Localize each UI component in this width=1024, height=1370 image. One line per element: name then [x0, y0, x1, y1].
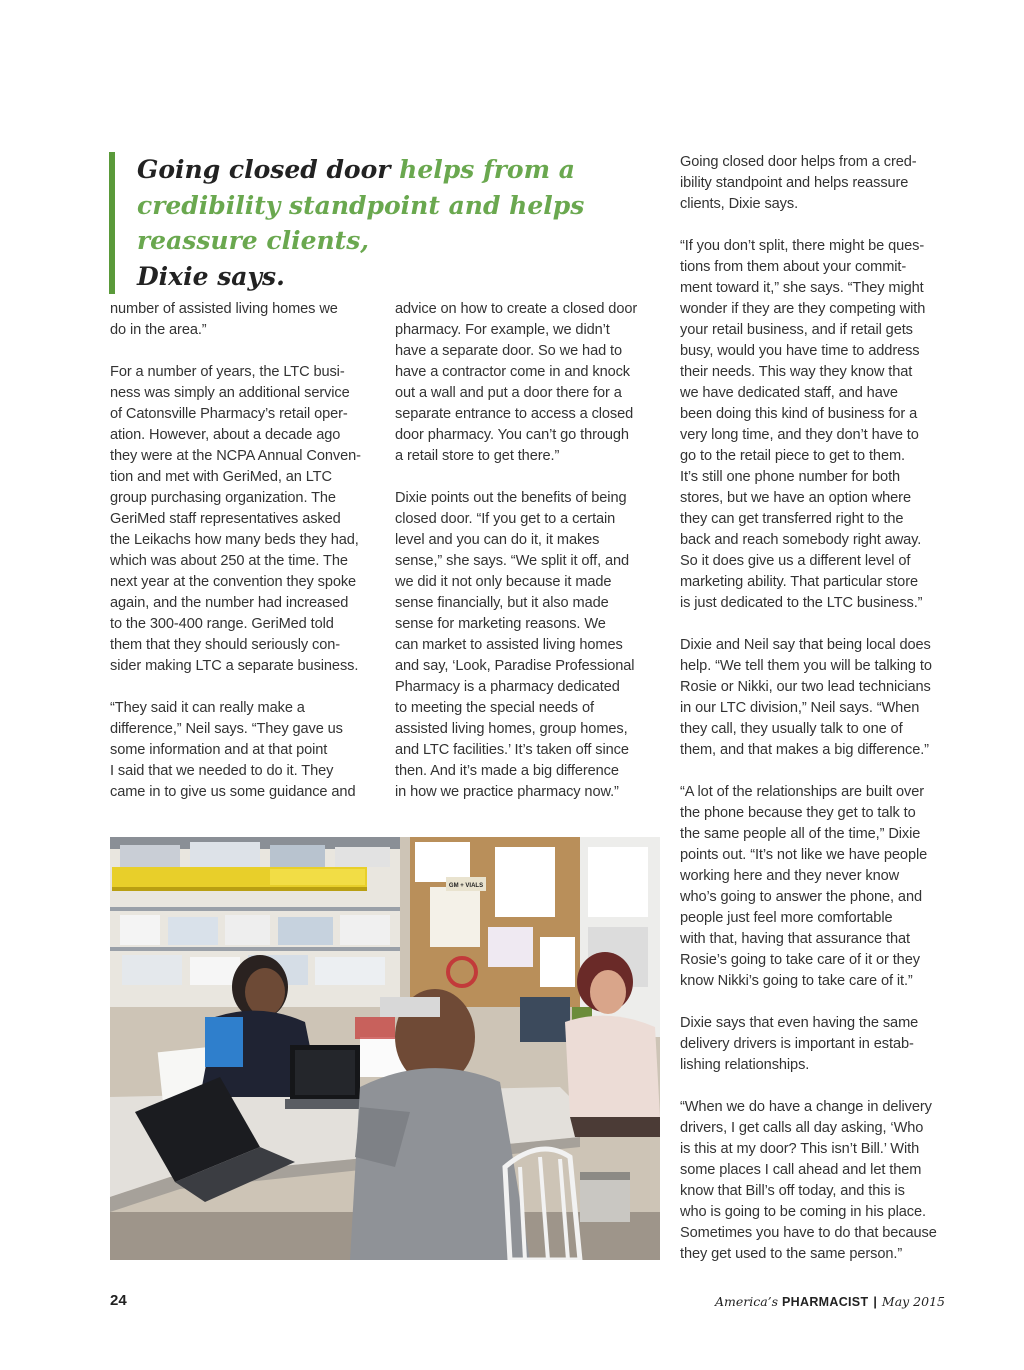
- footer-separator: |: [873, 1295, 877, 1309]
- paragraph: advice on how to create a closed door pharmacy. For example, we didn’t have a separate door. So we had to have a contractor come in and knock out a wall and put a door there for a separate entrance to access a closed door pharmacy. You can’t go through a retail store to get there.”: [395, 301, 638, 464]
- pull-quote-part-1: Going closed door: [137, 155, 400, 184]
- paragraph: number of assisted living homes we do in the area.”: [110, 301, 338, 338]
- paragraph: Dixie points out the benefits of being closed door. “If you get to a certain level and you can do it, it makes sense,” she says. “We split it off, and we did it not only because it made sense financially, but it also made sense for marketing reasons. We can market to assisted living homes and say, ‘Look, Paradise Professional Pharmacy is a pharmacy dedicated to meeting the special needs of assisted living homes, group homes, and LTC facilities.’ It’s taken off since then. And it’s made a big difference in how we practice pharmacy now.”: [395, 490, 635, 800]
- paragraph: Going closed door helps from a cred- ibility standpoint and helps reassure clients, Dixie says.: [680, 154, 917, 212]
- page-number: 24: [110, 1292, 127, 1309]
- pull-quote-part-3: Dixie says.: [137, 261, 285, 291]
- article-column-3: [680, 152, 950, 1265]
- magazine-name-italic: America’s: [714, 1294, 779, 1309]
- paragraph: Dixie says that even having the same delivery drivers is important in estab- lishing relationships.: [680, 1015, 919, 1073]
- issue-date: May 2015: [881, 1294, 945, 1309]
- pharmacy-office-photo: [110, 837, 660, 1260]
- article-column-1: [110, 299, 380, 803]
- paragraph: “If you don’t split, there might be ques- tions from them about your commit- ment toward it,” she says. “They might wonder if they are they competing with your retail business, and if retail gets busy, would you have time to address their needs. This way they know that we have dedicated staff, and have been doing this kind of business for a very long time, and they don’t have to go to the retail piece to get to them. It’s still one phone number for both stores, but we have an option where they can get transferred right to the back and reach somebody right away. So it does give us a different level of marketing ability. That particular store is just dedicated to the LTC business.”: [680, 238, 926, 611]
- pull-quote: [109, 152, 677, 294]
- paragraph: “When we do have a change in delivery drivers, I get calls all day asking, ‘Who is this at my door? This isn’t Bill.’ With some places I call ahead and let them know that Bill’s off today, and this is who is going to be coming in his place. Sometimes you have to do that because they get used to the same person.”: [680, 1099, 937, 1262]
- bin-label: GM + VIALS: [448, 883, 484, 889]
- paragraph: For a number of years, the LTC busi- ness was simply an additional service of Catonsville Pharmacy’s retail oper- ation. However, about a decade ago they were at the NCPA Annual Conven- tion and met with GeriMed, an LTC group purchasing organization. The GeriMed staff representatives asked the Leikachs how many beds they had, which was about 250 at the time. The next year at the convention they spoke again, and the number had increased to the 300-400 range. GeriMed told them that they should seriously con- sider making LTC a separate business.: [110, 364, 361, 674]
- magazine-name-bold: PHARMACIST: [782, 1295, 869, 1309]
- article-column-2: [395, 299, 665, 803]
- magazine-footer: [715, 1294, 945, 1309]
- paragraph: “They said it can really make a difference,” Neil says. “They gave us some information and at that point I said that we needed to do it. They came in to give us some guidance and: [110, 700, 356, 800]
- paragraph: “A lot of the relationships are built over the phone because they get to talk to the same people all of the time,” Dixie points out. “It’s not like we have people working here and they never know who’s going to answer the phone, and people just feel more comfortable with that, having that assurance that Rosie’s going to take care of it or they know Nikki’s going to take care of it.”: [680, 784, 928, 989]
- pull-quote-part-2-highlight: helps from a credibility standpoint and helps reassure clients,: [137, 155, 585, 255]
- paragraph: Dixie and Neil say that being local does help. “We tell them you will be talking to Rosie or Nikki, our two lead technicians in our LTC division,” Neil says. “When they call, they usually talk to one of them, and that makes a big difference.”: [680, 637, 932, 758]
